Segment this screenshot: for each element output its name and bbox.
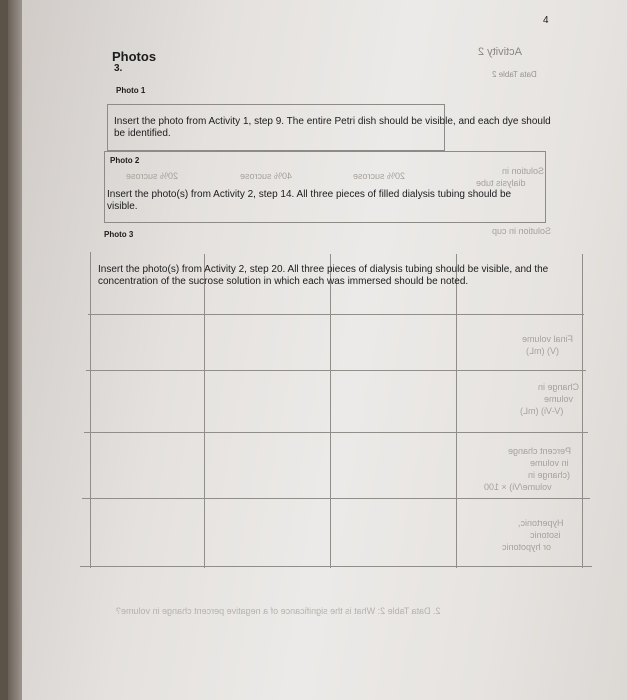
table-rule — [86, 370, 586, 371]
table-rule — [82, 498, 590, 499]
bleed-through-note: Solution in cup — [492, 226, 552, 236]
photo-1-label: Photo 1 — [116, 86, 146, 95]
bleed-through-note: Hypertonic, — [518, 518, 564, 528]
photo-1-instruction: Insert the photo from Activity 1, step 9. The entire Petri dish should be visible, and each dye should be identified. — [114, 116, 551, 139]
page-heading: Photos — [112, 49, 157, 64]
bleed-through-title: Activity 2 — [478, 46, 523, 58]
bleed-through-note: (V-Vi) (mL) — [520, 406, 564, 416]
photo-3-label: Photo 3 — [104, 230, 134, 239]
table-rule — [582, 254, 583, 568]
bleed-through-note: isotonic — [530, 530, 561, 540]
table-rule — [90, 252, 91, 568]
bleed-through-note: (change in — [528, 470, 571, 480]
table-rule — [330, 254, 331, 568]
bleed-through-note: 40% sucrose — [240, 171, 293, 181]
bleed-through-footer: 2. Data Table 2: What is the significance of a negative percent change in volume? — [116, 606, 441, 616]
photo-3-instruction: Insert the photo(s) from Activity 2, step 20. All three pieces of dialysis tubing should be visible, and the concentration of the sucrose solution in which each was immersed should be noted. — [98, 264, 549, 287]
bleed-through-note: Final volume — [522, 334, 574, 344]
bleed-through-note: 20% sucrose — [126, 171, 179, 181]
table-rule — [84, 432, 588, 433]
bleed-through-note: 20% sucrose — [353, 171, 406, 181]
bleed-through-note: volume/Vi) × 100 — [484, 482, 552, 492]
page-number: 4 — [543, 15, 549, 26]
table-rule — [456, 254, 457, 568]
bleed-through-note: (V) (mL) — [526, 346, 559, 356]
bleed-through-note: Change in — [538, 382, 580, 392]
table-rule — [80, 566, 592, 567]
table-rule — [88, 314, 584, 315]
section-number: 3. — [114, 63, 123, 74]
bleed-through-note: volume — [544, 394, 574, 404]
bleed-through-note: dialysis tube — [476, 178, 526, 188]
bleed-through-note: Percent change — [508, 446, 572, 456]
worksheet-page — [8, 0, 627, 700]
page-edge-shadow — [8, 0, 22, 700]
bleed-through-subtitle: Data Table 2 — [492, 70, 537, 79]
table-rule — [204, 254, 205, 568]
photo-2-label: Photo 2 — [110, 156, 140, 165]
bleed-through-note: or hypotonic — [502, 542, 552, 552]
bleed-through-note: in volume — [530, 458, 569, 468]
photo-2-instruction: Insert the photo(s) from Activity 2, step 14. All three pieces of filled dialysis tubing should be visible. — [107, 189, 512, 212]
bleed-through-note: Solution in — [502, 166, 545, 176]
